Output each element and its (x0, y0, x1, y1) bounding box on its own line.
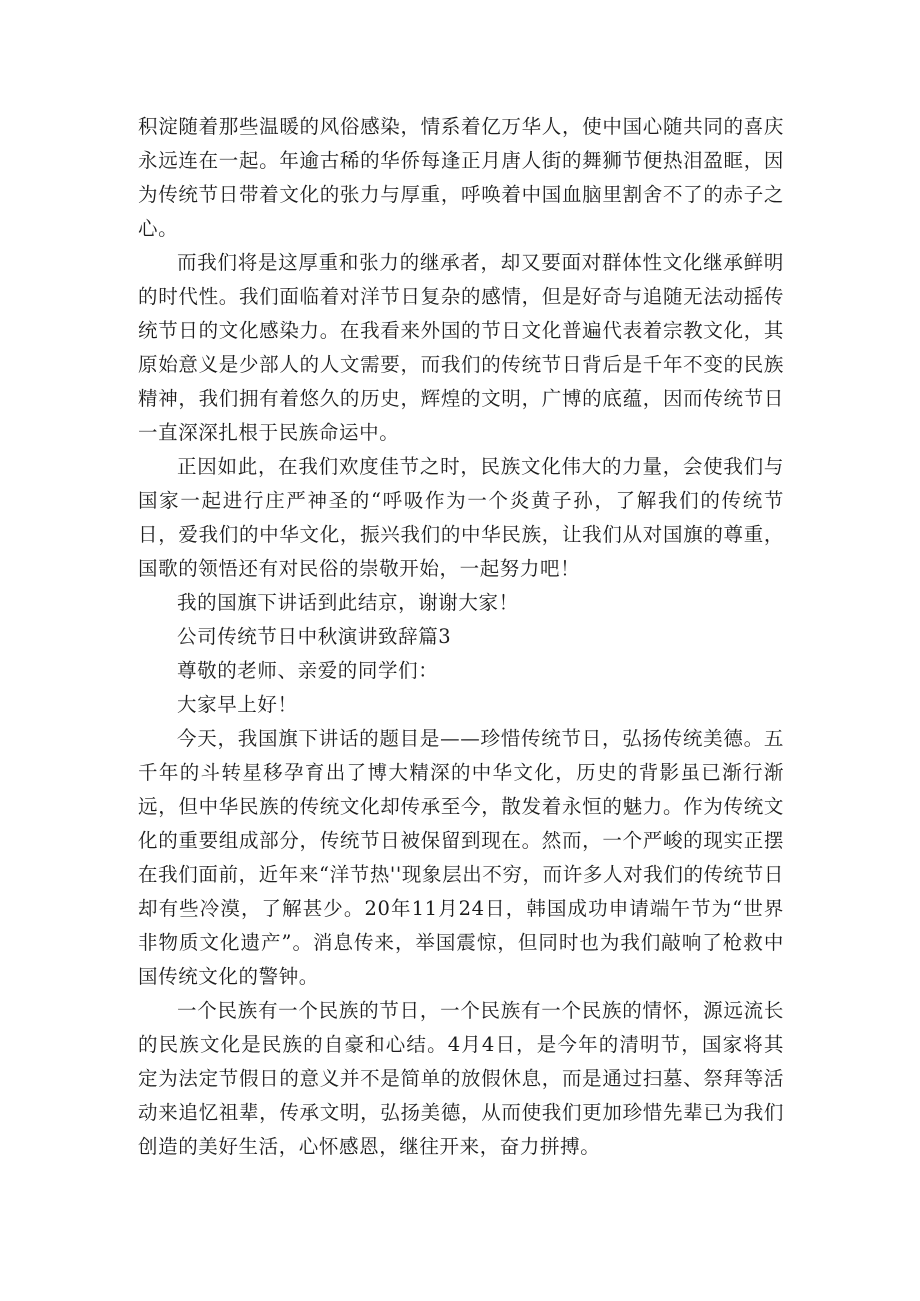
greeting: 大家早上好！ (177, 693, 298, 716)
paragraph-continuation: 积淀随着那些温暖的风俗感染，情系着亿万华人，使中国心随共同的喜庆永远连在一起。年逾古稀的华侨每逢正月唐人街的舞狮节便热泪盈眶，因为传统节日带着文化的张力与厚重，呼唤着中国血脑里割舍不了的赤子之心。 (138, 115, 784, 240)
paragraph-closing-thanks: 我的国旗下讲话到此结京，谢谢大家！ (177, 591, 519, 614)
salutation: 尊敬的老师、亲爱的同学们： (177, 659, 439, 682)
section-heading: 公司传统节日中秋演讲致辞篇3 (177, 625, 452, 648)
paragraph-qingming: 一个民族有一个民族的节日，一个民族有一个民族的情怀，源远流长的民族文化是民族的自豪和心结。4月4日，是今年的清明节，国家将其定为法定节假日的意义并不是简单的放假休息，而是通过扫墓、祭拜等活动来追忆祖辈，传承文明，弘扬美德，从而使我们更加珍惜先辈已为我们创造的美好生活，心怀感恩，继往开来，奋力拼搏。 (138, 999, 784, 1158)
paragraph-national-culture: 正因如此，在我们欢度佳节之时，民族文化伟大的力量，会使我们与国家一起进行庄严神圣的“呼吸作为一个炎黄子孙，了解我们的传统节日，爱我们的中华文化，振兴我们的中华民族，让我们从对国旗的尊重，国歌的领悟还有对民俗的崇敬开始，一起努力吧！ (138, 455, 784, 580)
paragraph-speech-topic: 今天，我国旗下讲话的题目是——珍惜传统节日，弘扬传统美德。五千年的斗转星移孕育出了博大精深的中华文化，历史的背影虽已渐行渐远，但中华民族的传统文化却传承至今，散发着永恒的魅力。作为传统文化的重要组成部分，传统节日被保留到现在。然而，一个严峻的现实正摆在我们面前，近年来“洋节热''现象层出不穷，而许多人对我们的传统节日却有些冷漠，了解甚少。20年11月24日，韩国成功申请端午节为“世界非物质文化遗产”。消息传来，举国震惊，但同时也为我们敲响了枪救中国传统文化的警钟。 (138, 727, 784, 988)
document-body (138, 110, 784, 1164)
paragraph-inheritors: 而我们将是这厚重和张力的继承者，却又要面对群体性文化继承鲜明的时代性。我们面临着对洋节日复杂的感情，但是好奇与追随无法动摇传统节日的文化感染力。在我看来外国的节日文化普遍代表着宗教文化，其原始意义是少部人的人文需要，而我们的传统节日背后是千年不变的民族精神，我们拥有着悠久的历史，辉煌的文明，广博的底蕴，因而传统节日一直深深扎根于民族命运中。 (138, 251, 784, 444)
